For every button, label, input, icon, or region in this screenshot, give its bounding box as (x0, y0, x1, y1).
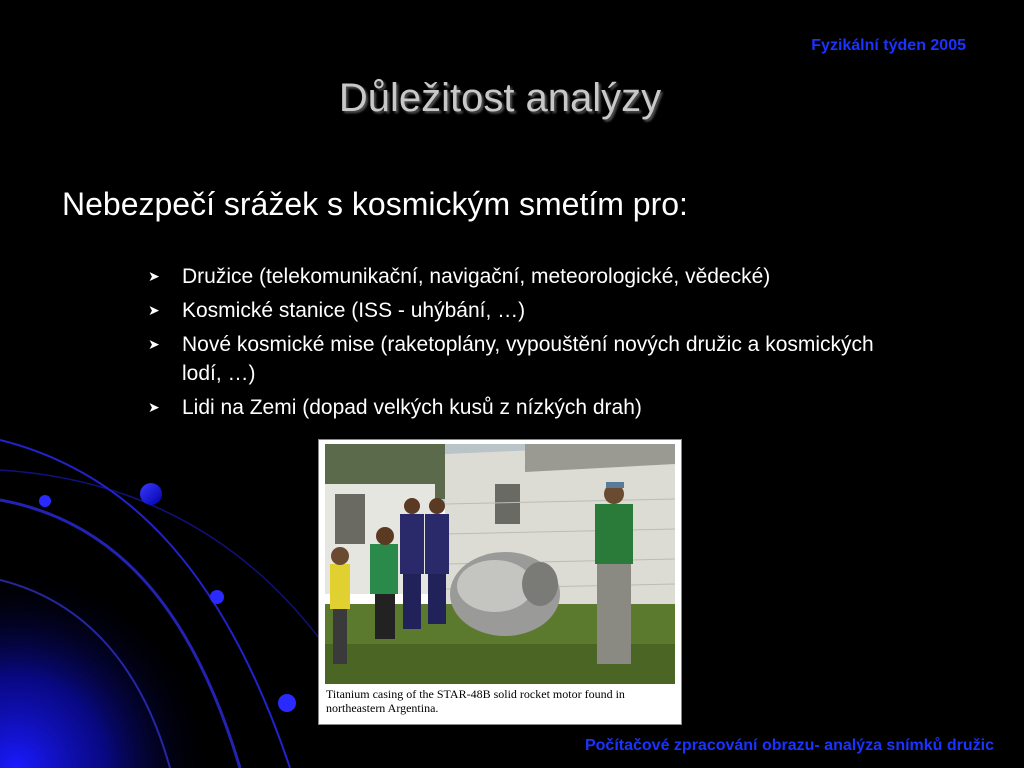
bullet-text: Družice (telekomunikační, navigační, meteorologické, vědecké) (182, 265, 771, 288)
header-tag: Fyzikální týden 2005 (811, 37, 966, 54)
bullet-text: Lidi na Zemi (dopad velkých kusů z nízkých drah) (182, 396, 642, 419)
photo-caption: Titanium casing of the STAR-48B solid rocket motor found in northeastern Argentina. (326, 687, 625, 715)
bullet-list (148, 262, 948, 427)
footer-tag: Počítačové zpracování obrazu- analýza snímků družic (584, 737, 994, 754)
bullet-text: Nové kosmické mise (raketoplány, vypouštění nových družic a kosmických lodí, …) (182, 333, 874, 385)
bullet-item (148, 296, 948, 325)
arrow-bullet-icon: ➤ (148, 399, 160, 415)
rocket-debris-photo (325, 444, 675, 684)
slide-title: Důležitost analýzy (338, 76, 662, 120)
bullet-item (148, 262, 948, 291)
arrow-bullet-icon: ➤ (148, 336, 160, 352)
bullet-text: Kosmické stanice (ISS - uhýbání, …) (182, 299, 526, 322)
bullet-item (148, 393, 948, 422)
arrow-bullet-icon: ➤ (148, 268, 160, 284)
arrow-bullet-icon: ➤ (148, 302, 160, 318)
photo-frame (318, 439, 682, 725)
slide-subheading: Nebezpečí srážek s kosmickým smetím pro: (62, 186, 688, 222)
bullet-item (148, 330, 948, 388)
